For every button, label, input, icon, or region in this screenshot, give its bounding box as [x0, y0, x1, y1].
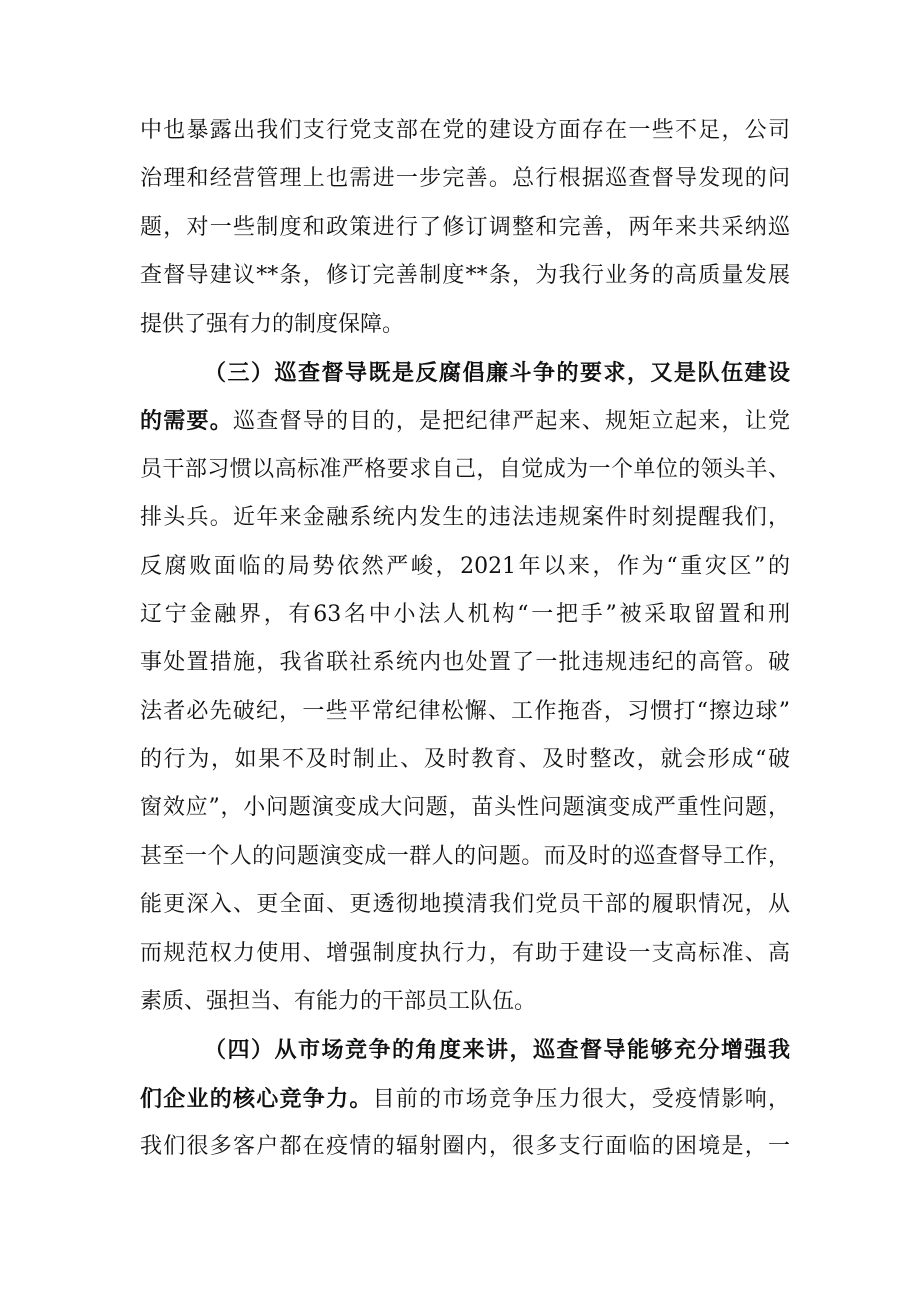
text-line: 辽宁金融界，有63名中小法人机构“一把手”被采取留置和刑 — [140, 601, 790, 627]
text-line: 中也暴露出我们支行党支部在党的建设方面存在一些不足，公司 — [140, 118, 790, 143]
text-line: 反腐败面临的局势依然严峻，2021年以来，作为“重灾区”的 — [140, 553, 790, 579]
text-line: 我们很多客户都在疫情的辐射圈内，很多支行面临的困境是，一 — [140, 1134, 790, 1160]
text-line — [140, 403, 790, 451]
text-line: 而规范权力使用、增强制度执行力，有助于建设一支高标准、高 — [140, 940, 790, 966]
section-heading-end: 们企业的核心竞争力。 — [140, 1085, 373, 1112]
text-line: 提供了强有力的制度保障。 — [140, 311, 405, 337]
section-heading-end: 的需要。 — [140, 408, 234, 435]
text-line: 的行为，如果不及时制止、及时教育、及时整改，就会形成“破 — [140, 747, 790, 773]
section-heading: （三）巡查督导既是反腐倡廉斗争的要求，又是队伍建设 — [204, 359, 790, 386]
text-line: 员干部习惯以高标准严格要求自己，自觉成为一个单位的领头羊、 — [140, 456, 790, 482]
text-line: 窗效应”，小问题演变成大问题，苗头性问题演变成严重性问题， — [140, 795, 790, 821]
text-line: 法者必先破纪，一些平常纪律松懈、工作拖沓，习惯打“擦边球” — [140, 698, 790, 724]
text-line: 查督导建议**条，修订完善制度**条，为我行业务的高质量发展 — [140, 263, 790, 289]
text-line: 事处置措施，我省联社系统内也处置了一批违规违纪的高管。破 — [140, 650, 790, 676]
document-page — [140, 113, 790, 1178]
text-span: 目前的市场竞争压力很大，受疫情影响， — [372, 1086, 790, 1112]
text-line: 甚至一个人的问题演变成一群人的问题。而及时的巡查督导工作， — [140, 843, 790, 869]
text-line — [140, 1081, 790, 1129]
text-line: 能更深入、更全面、更透彻地摸清我们党员干部的履职情况，从 — [140, 892, 790, 918]
text-span: 巡查督导的目的，是把纪律严起来、规矩立起来，让党 — [233, 409, 790, 435]
text-line: 治理和经营管理上也需进一步完善。总行根据巡查督导发现的问 — [140, 166, 790, 192]
section-heading: （四）从市场竞争的角度来讲，巡查督导能够充分增强我 — [204, 1037, 790, 1064]
text-line: 题，对一些制度和政策进行了修订调整和完善，两年来共采纳巡 — [140, 214, 790, 240]
text-line: 素质、强担当、有能力的干部员工队伍。 — [140, 989, 537, 1015]
text-line: 排头兵。近年来金融系统内发生的违法违规案件时刻提醒我们， — [140, 505, 790, 531]
